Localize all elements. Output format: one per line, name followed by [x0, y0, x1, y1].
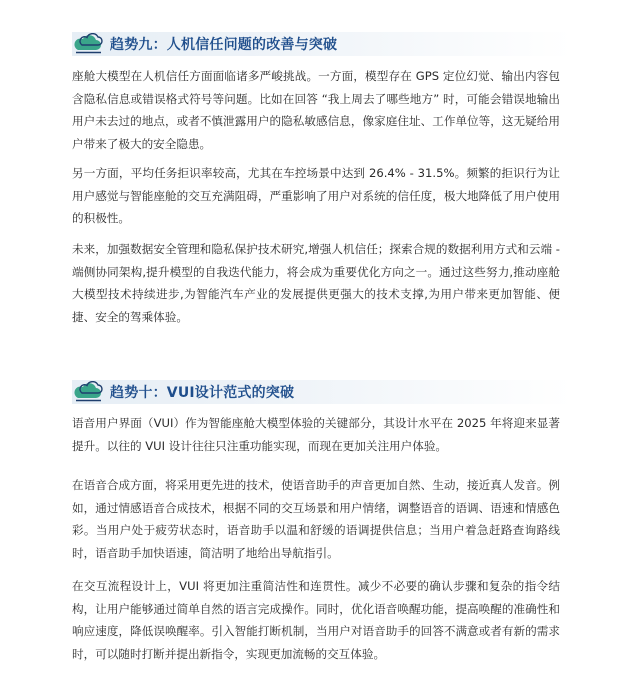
section-header-trend-10	[72, 380, 572, 404]
section-header-trend-9	[72, 32, 572, 56]
cloud-chat-icon-svg	[74, 381, 104, 403]
paragraph: 座舱大模型在人机信任方面面临诸多严峻挑战。一方面，模型存在 GPS 定位幻觉、输出内容包含隐私信息或错误格式符号等问题。比如在回答 “我上周去了哪些地方” 时，可能会错误地输出用户未去过的地点，或者不慎泄露用户的隐私敏感信息，像家庭住址、工作单位等，这无疑给用户带来了极大的安全隐患。	[72, 69, 560, 151]
paragraph: 另一方面，平均任务拒识率较高，尤其在车控场景中达到 26.4% - 31.5%。频繁的拒识行为让用户感觉与智能座舱的交互充满阻碍，严重影响了用户对系统的信任度，极大地降低了用户使用的积极性。	[72, 166, 560, 225]
cloud-chat-icon	[74, 381, 104, 403]
paragraph: 语音用户界面（VUI）作为智能座舱大模型体验的关键部分，其设计水平在 2025 年将迎来显著提升。以往的 VUI 设计往往只注重功能实现，而现在更加关注用户体验。	[72, 416, 560, 453]
section-title: 趋势九：人机信任问题的改善与突破	[110, 37, 338, 53]
paragraph: 未来，加强数据安全管理和隐私保护技术研究,增强人机信任；探索合规的数据利用方式和云端 - 端侧协同架构,提升模型的自我迭代能力，将会成为重要优化方向之一。通过这些努力,推动座舱大模型技术持续进步,为智能汽车产业的发展提供更强大的技术支撑,为用户带来更加智能、便捷、安全的驾乘体验。	[72, 242, 560, 324]
cloud-chat-icon	[74, 33, 104, 55]
cloud-chat-icon-svg	[74, 33, 104, 55]
paragraph: 在交互流程设计上，VUI 将更加注重简洁性和连贯性。减少不必要的确认步骤和复杂的指令结构，让用户能够通过简单自然的语言完成操作。同时，优化语音唤醒功能，提高唤醒的准确性和响应速度，降低误唤醒率。引入智能打断机制，当用户对语音助手的回答不满意或者有新的需求时，可以随时打断并提出新指令，实现更加流畅的交互体验。	[72, 579, 560, 661]
section-title: 趋势十：VUI设计范式的突破	[110, 385, 295, 401]
paragraph: 在语音合成方面，将采用更先进的技术，使语音助手的声音更加自然、生动，接近真人发音。例如，通过情感语音合成技术，根据不同的交互场景和用户情绪，调整语音的语调、语速和情感色彩。当用户处于疲劳状态时，语音助手以温和舒缓的语调提供信息；当用户着急赶路查询路线时，语音助手加快语速，简洁明了地给出导航指引。	[72, 478, 560, 560]
